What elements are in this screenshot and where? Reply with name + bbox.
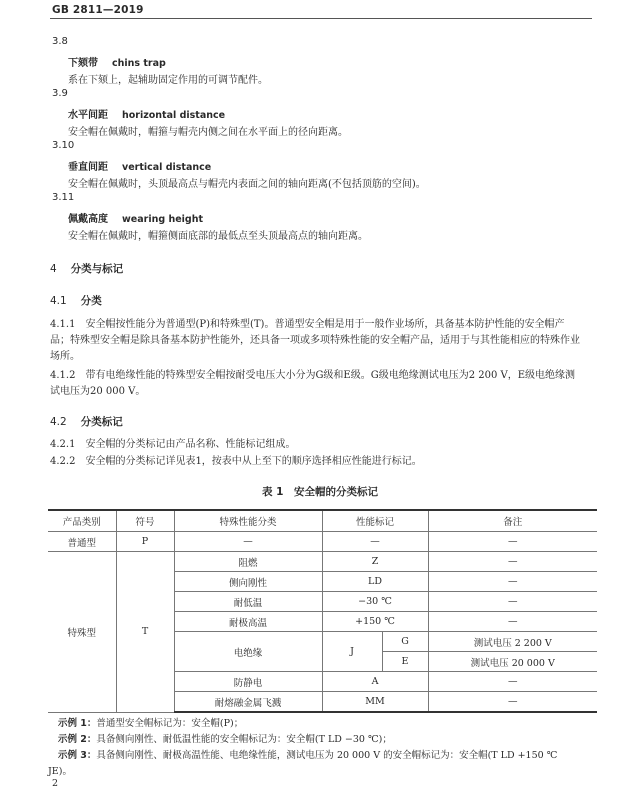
term-number: 3.9 xyxy=(52,88,68,99)
table-caption: 表 1 安全帽的分类标记 xyxy=(262,486,378,498)
table-cell: E xyxy=(382,652,428,672)
example-line xyxy=(58,715,243,729)
table-cell: 特殊型 xyxy=(48,552,116,713)
example-text: 具备侧向刚性、耐低温性能的安全帽标记为：安全帽(T LD −30 ℃)； xyxy=(96,734,392,745)
table-cell: — xyxy=(428,672,597,692)
table-cell: +150 ℃ xyxy=(322,612,428,632)
table-cell: A xyxy=(322,672,428,692)
term-title xyxy=(68,54,166,69)
table-cell: P xyxy=(116,532,174,552)
table-cell: Z xyxy=(322,552,428,572)
term-zh: 垂直间距 xyxy=(68,162,108,173)
section-heading xyxy=(50,261,123,276)
term-zh: 佩戴高度 xyxy=(68,214,108,225)
example-line xyxy=(58,731,392,745)
subsection-heading xyxy=(50,293,102,308)
section-number: 4.1 xyxy=(50,295,67,307)
table-cell: — xyxy=(428,572,597,592)
table-cell: 普通型 xyxy=(48,532,116,552)
header-cell: 特殊性能分类 xyxy=(174,510,322,532)
term-zh: 下颏带 xyxy=(68,58,98,69)
table-cell: 侧向刚性 xyxy=(174,572,322,592)
table-cell: — xyxy=(428,692,597,713)
standard-code: GB 2811—2019 xyxy=(52,4,144,16)
section-number: 4.2 xyxy=(50,416,67,428)
table-row xyxy=(48,552,597,572)
example-text: 具备侧向刚性、耐极高温性能、电绝缘性能，测试电压为 20 000 V 的安全帽标记为：安全帽(T LD +150 ℃ xyxy=(96,750,558,761)
example-label: 示例 2： xyxy=(58,734,97,745)
paragraph-4-2-1: 4.2.1 安全帽的分类标记由产品名称、性能标记组成。 xyxy=(50,439,296,450)
example-line xyxy=(58,747,557,761)
term-en: horizontal distance xyxy=(122,110,226,121)
table-cell: 测试电压 20 000 V xyxy=(428,652,597,672)
table-cell: 阻燃 xyxy=(174,552,322,572)
classification-table xyxy=(48,509,597,713)
paragraph-4-2-2: 4.2.2 安全帽的分类标记详见表1，按表中从上至下的顺序选择相应性能进行标记。 xyxy=(50,456,422,467)
table-cell: T xyxy=(116,552,174,713)
section-number: 4 xyxy=(50,263,57,275)
example-line xyxy=(48,763,72,777)
table-cell: LD xyxy=(322,572,428,592)
header-rule xyxy=(50,18,592,19)
paragraph-4-1-2: 4.1.2 带有电绝缘性能的特殊型安全帽按耐受电压大小分为G级和E级。G级电绝缘测试电压为2 200 V，E级电绝缘测试电压为20 000 V。 xyxy=(50,370,576,397)
term-zh: 水平间距 xyxy=(68,110,108,121)
table-header-row xyxy=(48,510,597,532)
term-definition: 安全帽在佩戴时，帽箍侧面底部的最低点至头顶最高点的轴向距离。 xyxy=(68,231,368,242)
example-text: 普通型安全帽标记为：安全帽(P)； xyxy=(96,718,244,729)
table-cell: — xyxy=(428,552,597,572)
header-cell: 性能标记 xyxy=(322,510,428,532)
header-cell: 产品类别 xyxy=(48,510,116,532)
term-definition: 安全帽在佩戴时，帽箍与帽壳内侧之间在水平面上的径向距离。 xyxy=(68,127,348,138)
example-label: 示例 1： xyxy=(58,718,97,729)
term-definition: 安全帽在佩戴时，头顶最高点与帽壳内表面之间的轴向距离(不包括顶筋的空间)。 xyxy=(68,179,426,190)
paragraph-4-1-1: 4.1.1 安全帽按性能分为普通型(P)和特殊型(T)。普通型安全帽是用于一般作业场所，具备基本防护性能的安全帽产品；特殊型安全帽是除具备基本防护性能外，还具备一项或多项特殊性能的安全帽产品，适用于与其性能相应的特殊作业场所。 xyxy=(50,319,580,362)
table-cell: 耐熔融金属飞溅 xyxy=(174,692,322,713)
table-cell: MM xyxy=(322,692,428,713)
table-cell: — xyxy=(428,592,597,612)
table-row xyxy=(48,532,597,552)
table-cell: −30 ℃ xyxy=(322,592,428,612)
header-cell: 备注 xyxy=(428,510,597,532)
term-en: wearing height xyxy=(122,214,204,225)
term-en: chins trap xyxy=(112,58,166,69)
header-cell: 符号 xyxy=(116,510,174,532)
term-en: vertical distance xyxy=(122,162,212,173)
table-cell: J xyxy=(322,632,382,672)
section-title: 分类标记 xyxy=(80,416,123,428)
term-number: 3.8 xyxy=(52,36,68,47)
term-number: 3.11 xyxy=(52,192,75,203)
table-cell: 耐极高温 xyxy=(174,612,322,632)
term-title xyxy=(68,106,225,121)
term-title xyxy=(68,158,211,173)
page-number: 2 xyxy=(52,778,59,789)
table-cell: — xyxy=(174,532,322,552)
table-cell: 防静电 xyxy=(174,672,322,692)
table-cell: 耐低温 xyxy=(174,592,322,612)
table-cell: — xyxy=(322,532,428,552)
example-text: JE)。 xyxy=(48,766,72,777)
section-title: 分类 xyxy=(80,295,102,307)
example-label: 示例 3： xyxy=(58,750,97,761)
section-title: 分类与标记 xyxy=(70,263,124,275)
term-title xyxy=(68,210,203,225)
table-cell: 电绝缘 xyxy=(174,632,322,672)
table-cell: — xyxy=(428,612,597,632)
term-definition: 系在下颏上，起辅助固定作用的可调节配件。 xyxy=(68,75,268,86)
term-number: 3.10 xyxy=(52,140,75,151)
subsection-heading xyxy=(50,414,123,429)
table-cell: — xyxy=(428,532,597,552)
table-cell: 测试电压 2 200 V xyxy=(428,632,597,652)
table-cell: G xyxy=(382,632,428,652)
